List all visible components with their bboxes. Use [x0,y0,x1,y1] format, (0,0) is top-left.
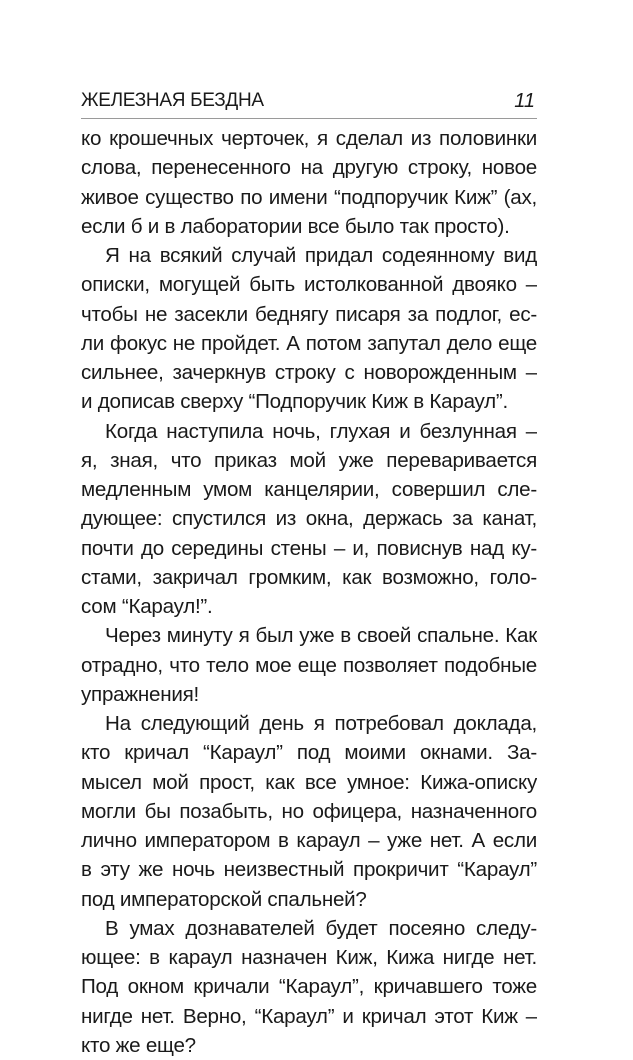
text-line: Под окном кричали “Караул”, кричавшего тоже [81,975,537,999]
text-line: сом “Караул!”. [81,595,213,618]
text-line: упражнения! [81,682,199,706]
running-header [81,89,537,115]
text-line: чтобы не засекли беднягу писаря за подлог, ес- [81,302,537,326]
text-line: и дописав сверху “Подпоручик Киж в Караул”. [81,390,508,414]
text-line: лично императором в караул – уже нет. А если [81,829,537,852]
text-line: отрадно, что тело мое еще позволяет подобные [81,653,537,677]
running-title: ЖЕЛЕЗНАЯ БЕЗДНА [81,90,264,111]
text-line: почти до середины стены – и, повиснув над ку- [81,536,537,560]
page-number: 11 [514,90,535,112]
text-line: дующее: спустился из окна, держась за канат, [81,507,537,531]
text-line: Когда наступила ночь, глухая и безлунная – [105,419,537,443]
text-line: если б и в лаборатории все было так просто). [81,214,510,238]
text-line: живое существо по имени “подпоручик Киж” (ах, [81,185,537,209]
body-text [81,124,537,1060]
text-line: мысел мой прост, как все умное: Кижа-описку [81,770,537,794]
text-line: сильнее, зачеркнув строку с новорожденным – [81,361,537,384]
text-line: в эту же ночь неизвестный прокричит “Караул” [81,858,537,882]
text-line: В умах дознавателей будет посеяно следу- [105,916,537,940]
text-line: медленным умом канцелярии, совершил сле- [81,478,537,501]
text-line: могли бы позабыть, но офицера, назначенного [81,799,537,823]
text-line: описки, могущей быть истолкованной двояко – [81,273,537,297]
text-line: стами, закричал громким, как возможно, голо- [81,565,537,589]
text-line: слова, перенесенного на другую строку, новое [81,156,537,180]
text-line: На следующий день я потребовал доклада, [105,712,537,735]
text-line: кто кричал “Караул” под моими окнами. За- [81,741,537,765]
text-line: нигде нет. Верно, “Караул” и кричал этот Киж – [81,1004,537,1028]
text-line: под императорской спальней? [81,887,367,911]
text-line: Я на всякий случай придал содеянному вид [105,244,537,267]
text-line: кто же еще? [81,1033,196,1057]
text-line: ющее: в караул назначен Киж, Кижа нигде нет. [81,946,537,969]
text-line: ли фокус не пройдет. А потом запутал дело еще [81,331,537,355]
header-rule [81,118,537,119]
text-line: я, зная, что приказ мой уже переваривается [81,448,537,472]
text-line: ко крошечных черточек, я сделал из половинки [81,127,537,150]
text-line: Через минуту я был уже в своей спальне. Как [105,624,537,648]
